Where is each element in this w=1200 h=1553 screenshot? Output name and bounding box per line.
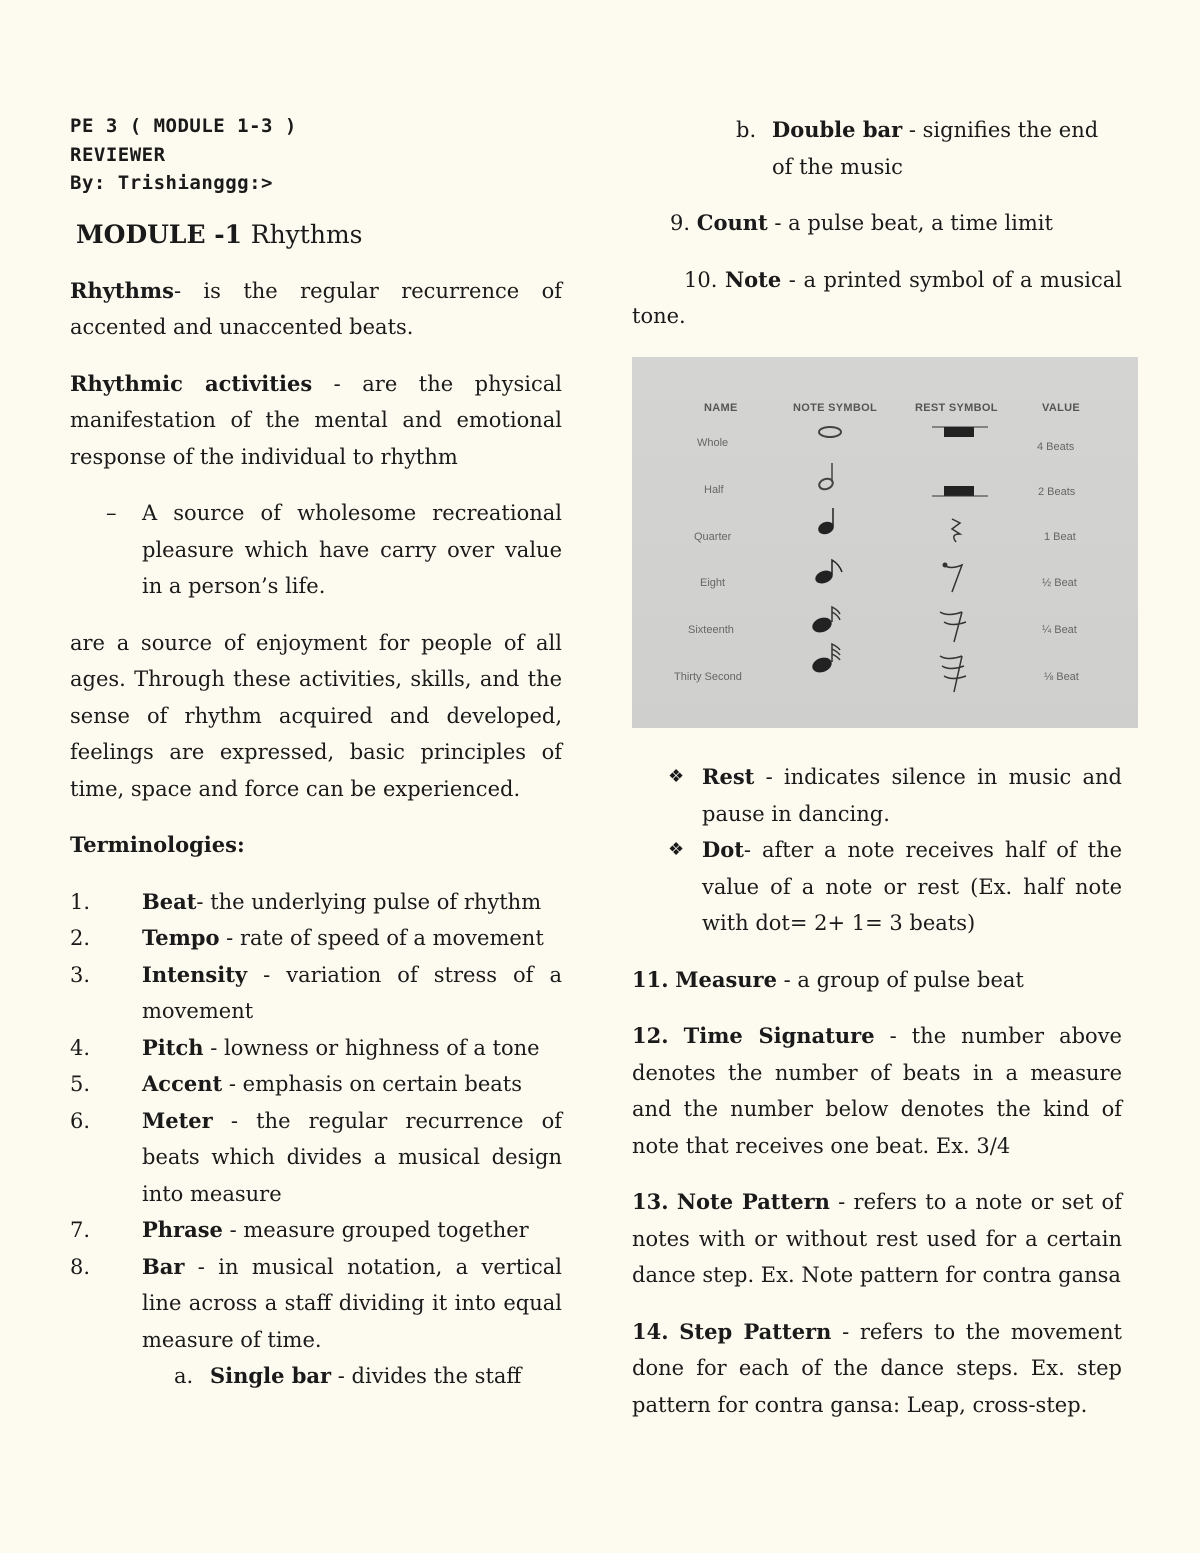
rhythmic-activities-bullet — [106, 495, 562, 605]
term-number: 5. — [70, 1072, 91, 1096]
left-column — [70, 112, 562, 1395]
term-text — [142, 1030, 562, 1067]
bullet-term: Dot — [702, 837, 744, 862]
term-item — [70, 1103, 562, 1213]
note-pattern-term: Note Pattern — [676, 1189, 830, 1214]
term-def: - emphasis on certain beats — [222, 1072, 522, 1096]
term-def: - the regular recurrence of beats which divides a musical design into measure — [142, 1108, 562, 1206]
term-number: 8. — [70, 1254, 91, 1279]
dash-marker: – — [106, 501, 117, 525]
module-heading — [76, 220, 562, 249]
step-pattern-number: 14. — [632, 1318, 669, 1344]
count-definition — [632, 205, 1122, 242]
term-text — [142, 884, 562, 921]
table-header-name: NAME — [704, 402, 738, 414]
note-pattern-number: 13. — [632, 1189, 669, 1214]
count-number: 9. — [670, 211, 691, 235]
terminologies-list — [70, 884, 562, 1359]
diamond-bullet-icon: ❖ — [668, 766, 685, 787]
rhythmic-activities-definition — [70, 366, 562, 476]
term-number: 4. — [70, 1035, 91, 1060]
terminologies-heading — [70, 827, 562, 864]
note-number: 10. — [684, 267, 718, 292]
term-text — [142, 920, 562, 957]
term-word: Phrase — [142, 1217, 223, 1242]
header-type: REVIEWER — [70, 143, 166, 166]
term-item — [70, 957, 562, 1030]
header-course: PE 3 ( MODULE 1-3 ) — [70, 115, 297, 137]
row-name: Sixteenth — [688, 624, 734, 636]
bullet-def: - indicates silence in music and pause in dancing. — [702, 765, 1122, 826]
table-header-note-symbol: NOTE SYMBOL — [793, 402, 877, 414]
step-pattern-def: - refers to the movement done for each of the dance steps. Ex. step pattern for contra gansa: Leap, cross-step. — [632, 1319, 1122, 1417]
table-header-value: VALUE — [1042, 402, 1080, 414]
count-term: Count — [696, 210, 768, 235]
term-word: Pitch — [142, 1034, 204, 1060]
module-prefix: MODULE -1 — [76, 219, 251, 249]
row-value: 2 Beats — [1038, 486, 1076, 498]
term-number: 7. — [70, 1218, 91, 1242]
rhythms-definition — [70, 273, 562, 346]
note-definition — [632, 262, 1122, 335]
note-pattern-definition — [632, 1184, 1122, 1294]
term-def: - in musical notation, a vertical line across a staff dividing it into equal measure of time. — [142, 1254, 562, 1352]
term-text — [142, 1249, 562, 1359]
term-text — [142, 957, 562, 1030]
term-text — [142, 1103, 562, 1213]
row-name: Eight — [700, 577, 726, 589]
bar-type-letter: b. — [736, 118, 757, 142]
note-term: Note — [724, 266, 782, 292]
note-pattern-def: - refers to a note or set of notes with or without rest used for a certain dance step. Ex. Note pattern for contra gansa — [632, 1190, 1122, 1287]
row-value: ½ Beat — [1042, 577, 1077, 589]
bullet-term: Rest — [702, 764, 755, 789]
term-number: 1. — [70, 889, 91, 914]
right-column — [632, 112, 1122, 335]
row-value: ¼ Beat — [1042, 624, 1077, 636]
term-item — [70, 1249, 562, 1359]
measure-number: 11. — [632, 966, 669, 992]
term-number: 2. — [70, 926, 91, 950]
row-name: Whole — [697, 437, 729, 449]
term-text — [142, 1212, 562, 1249]
rhythms-def: - is the regular recurrence of accented and unaccented beats. — [70, 278, 562, 339]
bullet-text: A source of wholesome recreational pleasure which have carry over value in a person’s life. — [142, 501, 562, 598]
term-def: - rate of speed of a movement — [219, 926, 544, 950]
time-signature-number: 12. — [632, 1023, 669, 1048]
term-word: Meter — [142, 1107, 213, 1133]
note-values-chart-image — [632, 357, 1138, 728]
bar-type-letter: a. — [174, 1364, 194, 1388]
term-def: - measure grouped together — [222, 1218, 529, 1242]
row-value: 4 Beats — [1037, 441, 1075, 453]
term-text — [142, 1066, 562, 1103]
right-column-lower — [632, 759, 1122, 1423]
bar-type-def: - signifies the end of the music — [772, 118, 1099, 179]
bullet-def: - after a note receives half of the value of a note or rest (Ex. half note with dot= 2+ 1= 3 beats) — [702, 838, 1122, 935]
term-item — [70, 1066, 562, 1103]
rest-symbols-icon — [932, 422, 992, 712]
bullet-rest — [668, 759, 1122, 832]
term-def: - the underlying pulse of rhythm — [196, 889, 542, 914]
term-item — [70, 920, 562, 957]
term-number: 6. — [70, 1108, 91, 1133]
term-word: Intensity — [142, 961, 248, 987]
document-header — [70, 112, 562, 198]
bar-type-double — [736, 112, 1122, 185]
row-value: ⅛ Beat — [1044, 671, 1079, 683]
bar-type-term: Single bar — [210, 1363, 332, 1388]
term-def: - lowness or highness of a tone — [203, 1035, 540, 1060]
bar-type-term: Double bar — [772, 117, 903, 142]
row-name: Half — [704, 484, 724, 496]
bar-type-single — [174, 1358, 562, 1395]
terminologies-heading-text: Terminologies: — [70, 832, 245, 857]
measure-term: Measure — [675, 966, 777, 992]
note-symbols-icon — [812, 422, 852, 712]
term-word: Accent — [142, 1071, 223, 1096]
rhythmic-activities-def: - are the physical manifestation of the mental and emotional response of the individual to rhythm — [70, 371, 562, 469]
term-word: Tempo — [142, 925, 220, 950]
bullet-dot — [668, 832, 1122, 942]
time-signature-def: - the number above denotes the number of beats in a measure and the number below denotes the kind of note that receives one beat. Ex. 3/4 — [632, 1024, 1122, 1158]
term-item — [70, 1212, 562, 1249]
step-pattern-term: Step Pattern — [679, 1318, 832, 1344]
table-header-rest-symbol: REST SYMBOL — [915, 402, 998, 414]
rhythmic-activities-term: Rhythmic activities — [70, 370, 313, 396]
term-item — [70, 1030, 562, 1067]
row-value: 1 Beat — [1044, 531, 1076, 543]
term-def: - variation of stress of a movement — [142, 962, 562, 1023]
measure-def: - a group of pulse beat — [776, 967, 1024, 992]
count-def: - a pulse beat, a time limit — [767, 211, 1053, 235]
diamond-bullet-icon: ❖ — [668, 839, 685, 860]
header-author: By: Trishianggg:> — [70, 172, 273, 194]
row-name: Quarter — [694, 531, 732, 543]
term-word: Beat — [142, 888, 197, 914]
enjoyment-paragraph: are a source of enjoyment for people of all ages. Through these activities, skills, and the sense of rhythm acquired and developed, feelings are expressed, basic principles of time, space and force can be experienced. — [70, 630, 562, 801]
term-item — [70, 884, 562, 921]
bar-type-def: - divides the staff — [331, 1364, 522, 1388]
step-pattern-definition — [632, 1314, 1122, 1424]
time-signature-definition — [632, 1018, 1122, 1164]
row-name: Thirty Second — [674, 671, 742, 683]
measure-definition — [632, 962, 1122, 999]
term-word: Bar — [142, 1253, 185, 1279]
module-title: Rhythms — [250, 219, 363, 249]
note-def: - a printed symbol of a musical tone. — [632, 267, 1122, 328]
term-number: 3. — [70, 962, 91, 987]
rhythms-term: Rhythms — [70, 277, 174, 303]
time-signature-term: Time Signature — [683, 1023, 875, 1048]
